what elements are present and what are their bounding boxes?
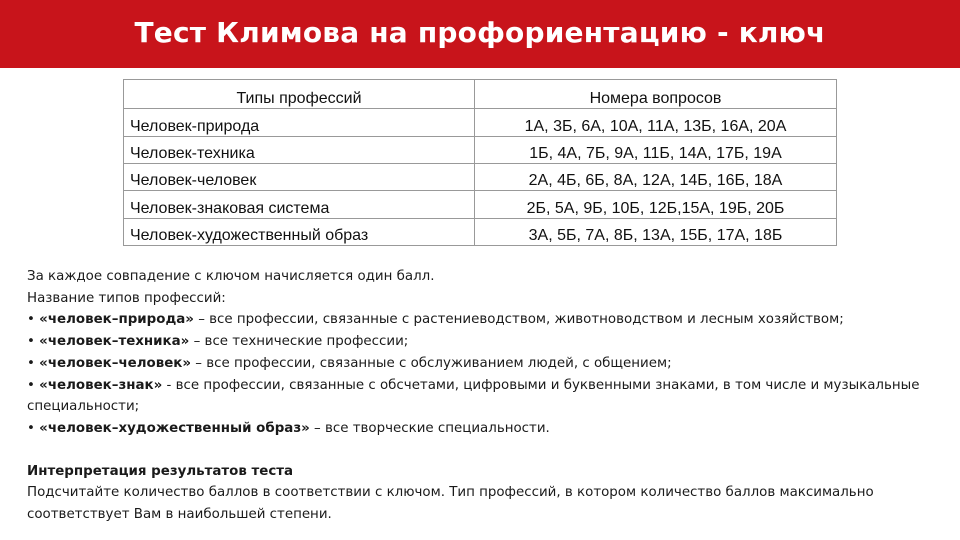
page-title: Тест Климова на профориентацию - ключ <box>134 16 826 49</box>
list-item <box>27 309 942 331</box>
scoring-rule: За каждое совпадение с ключом начисляется один балл. <box>27 269 435 284</box>
type-term: «человек–знак» <box>39 377 163 393</box>
type-term: «человек–природа» <box>39 312 194 328</box>
table-header-row <box>124 80 837 109</box>
column-header-numbers: Номера вопросов <box>475 80 837 109</box>
type-term: «человек–человек» <box>39 355 192 371</box>
type-description: – все профессии, связанные с растениеводством, животноводством и лесным хозяйством; <box>193 312 844 328</box>
interpretation-text: Подсчитайте количество баллов в соответствии с ключом. Тип профессий, в котором количество баллов максимально соответствует Вам в наибольшей степени. <box>27 485 874 523</box>
type-term: «человек–художественный образ» <box>39 420 310 436</box>
type-description: – все профессии, связанные с обслуживанием людей, с общением; <box>191 355 672 371</box>
table-row <box>124 191 837 218</box>
question-numbers: 2Б, 5А, 9Б, 10Б, 12Б,15А, 19Б, 20Б <box>475 191 837 218</box>
bullet: • <box>27 312 35 328</box>
table-row <box>124 218 837 245</box>
list-item <box>27 331 942 353</box>
question-numbers: 1А, 3Б, 6А, 10А, 11А, 13Б, 16А, 20А <box>475 109 837 136</box>
title-bar <box>0 0 960 68</box>
bullet: • <box>27 334 35 350</box>
question-numbers: 2А, 4Б, 6Б, 8А, 12А, 14Б, 16Б, 18А <box>475 164 837 191</box>
bullet: • <box>27 377 35 393</box>
type-description: – все технические профессии; <box>189 334 409 350</box>
question-numbers: 1Б, 4А, 7Б, 9А, 11Б, 14А, 17Б, 19А <box>475 136 837 163</box>
question-numbers: 3А, 5Б, 7А, 8Б, 13А, 15Б, 17А, 18Б <box>475 218 837 245</box>
types-heading: Название типов профессий: <box>27 290 226 306</box>
profession-type: Человек-знаковая система <box>124 191 475 218</box>
list-item <box>27 353 942 375</box>
notes-section <box>27 266 942 526</box>
table-row <box>124 164 837 191</box>
bullet: • <box>27 420 35 436</box>
list-item <box>27 375 942 418</box>
column-header-types: Типы профессий <box>124 80 475 109</box>
type-term: «человек–техника» <box>39 334 190 350</box>
type-description: – все творческие специальности. <box>309 420 550 436</box>
profession-type: Человек-художественный образ <box>124 218 475 245</box>
interpretation-heading-text: Интерпретация результатов теста <box>27 463 294 479</box>
profession-type: Человек-человек <box>124 164 475 191</box>
answer-key-table <box>123 79 837 246</box>
type-description: - все профессии, связанные с обсчетами, цифровыми и буквенными знаками, в том числе и музыкальные специальности; <box>27 377 920 415</box>
table-row <box>124 109 837 136</box>
bullet: • <box>27 355 35 371</box>
profession-type: Человек-техника <box>124 136 475 163</box>
interpretation-heading <box>27 461 942 483</box>
table-row <box>124 136 837 163</box>
profession-type: Человек-природа <box>124 109 475 136</box>
list-item <box>27 418 942 440</box>
